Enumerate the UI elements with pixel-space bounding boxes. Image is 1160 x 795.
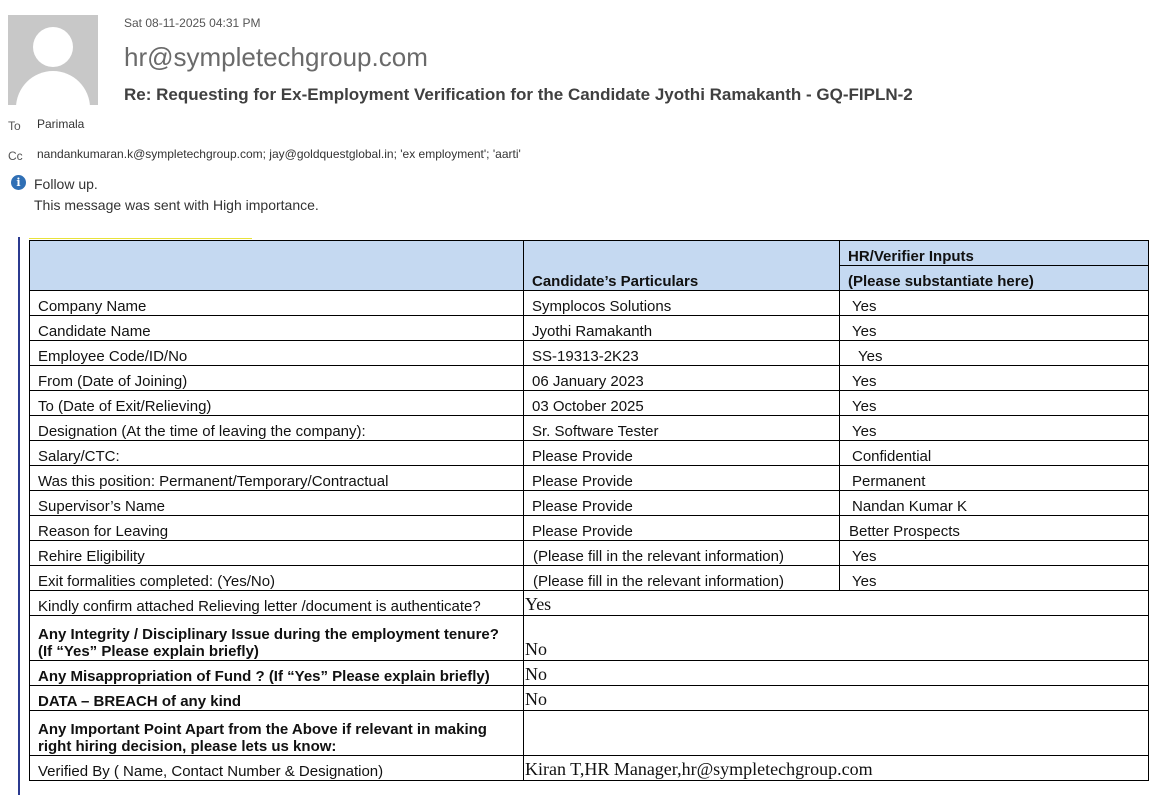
table-header-row bbox=[30, 241, 1149, 266]
row-answer bbox=[524, 711, 1149, 756]
row-label: Was this position: Permanent/Temporary/Contractual bbox=[30, 466, 524, 491]
row-hr-value: Permanent bbox=[840, 466, 1149, 491]
row-candidate-value: Jyothi Ramakanth bbox=[524, 316, 840, 341]
header-hr-inputs: HR/Verifier Inputs bbox=[840, 241, 1149, 266]
row-label: From (Date of Joining) bbox=[30, 366, 524, 391]
table-row bbox=[30, 291, 1149, 316]
table-row bbox=[30, 491, 1149, 516]
row-candidate-value: (Please fill in the relevant information) bbox=[524, 566, 840, 591]
table-row bbox=[30, 516, 1149, 541]
row-label: Verified By ( Name, Contact Number & Designation) bbox=[30, 756, 524, 781]
row-hr-value: Nandan Kumar K bbox=[840, 491, 1149, 516]
row-label: Designation (At the time of leaving the company): bbox=[30, 416, 524, 441]
row-label: Rehire Eligibility bbox=[30, 541, 524, 566]
table-row bbox=[30, 616, 1149, 661]
cc-recipients[interactable]: nandankumaran.k@sympletechgroup.com; jay@goldquestglobal.in; 'ex employment'; 'aarti' bbox=[37, 147, 521, 161]
cc-label: Cc bbox=[8, 149, 23, 163]
row-hr-value: Yes bbox=[840, 291, 1149, 316]
row-hr-value: Yes bbox=[840, 366, 1149, 391]
email-date: Sat 08-11-2025 04:31 PM bbox=[124, 16, 261, 30]
row-label: Company Name bbox=[30, 291, 524, 316]
row-hr-value: Yes bbox=[840, 391, 1149, 416]
row-label: Exit formalities completed: (Yes/No) bbox=[30, 566, 524, 591]
row-hr-value: Confidential bbox=[840, 441, 1149, 466]
avatar-body bbox=[16, 71, 90, 105]
follow-up-flag: Follow up. bbox=[34, 176, 98, 192]
table-row bbox=[30, 541, 1149, 566]
row-candidate-value: 03 October 2025 bbox=[524, 391, 840, 416]
table-row bbox=[30, 686, 1149, 711]
row-answer: No bbox=[524, 686, 1149, 711]
row-label-line: Any Integrity / Disciplinary Issue during the employment tenure? bbox=[38, 626, 499, 643]
importance-notice: This message was sent with High importance. bbox=[34, 197, 319, 213]
row-label: Any Misappropriation of Fund ? (If “Yes” Please explain briefly) bbox=[30, 661, 524, 686]
table-row bbox=[30, 366, 1149, 391]
row-candidate-value: Please Provide bbox=[524, 491, 840, 516]
table-row bbox=[30, 391, 1149, 416]
to-label: To bbox=[8, 119, 21, 133]
row-candidate-value: Please Provide bbox=[524, 516, 840, 541]
row-label-line: right hiring decision, please lets us know: bbox=[38, 738, 337, 755]
row-candidate-value: 06 January 2023 bbox=[524, 366, 840, 391]
row-label-line: (If “Yes” Please explain briefly) bbox=[38, 643, 259, 660]
table-row bbox=[30, 756, 1149, 781]
row-answer: Yes bbox=[524, 591, 1149, 616]
row-hr-value: Yes bbox=[840, 566, 1149, 591]
row-label: Employee Code/ID/No bbox=[30, 341, 524, 366]
table-row bbox=[30, 341, 1149, 366]
row-label: DATA – BREACH of any kind bbox=[30, 686, 524, 711]
table-row bbox=[30, 566, 1149, 591]
email-sender[interactable]: hr@sympletechgroup.com bbox=[124, 42, 428, 72]
table-row bbox=[30, 416, 1149, 441]
row-answer: Kiran T,HR Manager,hr@sympletechgroup.com bbox=[524, 756, 1149, 781]
row-label: Salary/CTC: bbox=[30, 441, 524, 466]
to-recipient[interactable]: Parimala bbox=[37, 117, 85, 131]
row-label bbox=[30, 616, 524, 661]
row-answer: No bbox=[524, 616, 1149, 661]
info-icon: i bbox=[11, 175, 26, 190]
row-label-line: Any Important Point Apart from the Above if relevant in making bbox=[38, 721, 487, 738]
header-candidate-particulars: Candidate’s Particulars bbox=[524, 241, 840, 291]
row-label: To (Date of Exit/Relieving) bbox=[30, 391, 524, 416]
table-row bbox=[30, 466, 1149, 491]
table-row bbox=[30, 316, 1149, 341]
table-row bbox=[30, 661, 1149, 686]
row-candidate-value: Please Provide bbox=[524, 466, 840, 491]
header-blank-cell bbox=[30, 241, 524, 291]
row-hr-value: Yes bbox=[840, 316, 1149, 341]
quote-bar bbox=[18, 237, 20, 795]
row-candidate-value: Please Provide bbox=[524, 441, 840, 466]
row-label: Candidate Name bbox=[30, 316, 524, 341]
avatar-head bbox=[33, 27, 73, 67]
row-label: Supervisor’s Name bbox=[30, 491, 524, 516]
verification-table bbox=[29, 240, 1149, 781]
table-row bbox=[30, 441, 1149, 466]
row-candidate-value: Symplocos Solutions bbox=[524, 291, 840, 316]
row-answer: No bbox=[524, 661, 1149, 686]
row-hr-value: Yes bbox=[840, 416, 1149, 441]
row-label bbox=[30, 711, 524, 756]
table-row bbox=[30, 591, 1149, 616]
row-candidate-value: (Please fill in the relevant information) bbox=[524, 541, 840, 566]
email-subject: Re: Requesting for Ex-Employment Verification for the Candidate Jyothi Ramakanth - GQ-FIPLN-2 bbox=[124, 85, 913, 104]
row-candidate-value: Sr. Software Tester bbox=[524, 416, 840, 441]
header-substantiate: (Please substantiate here) bbox=[840, 266, 1149, 291]
highlight-line bbox=[29, 238, 252, 239]
row-candidate-value: SS-19313-2K23 bbox=[524, 341, 840, 366]
table-row bbox=[30, 711, 1149, 756]
row-hr-value: Yes bbox=[840, 541, 1149, 566]
row-hr-value: Yes bbox=[840, 341, 1149, 366]
row-label: Kindly confirm attached Relieving letter /document is authenticate? bbox=[30, 591, 524, 616]
sender-avatar[interactable] bbox=[8, 15, 98, 105]
row-label: Reason for Leaving bbox=[30, 516, 524, 541]
row-hr-value: Better Prospects bbox=[840, 516, 1149, 541]
